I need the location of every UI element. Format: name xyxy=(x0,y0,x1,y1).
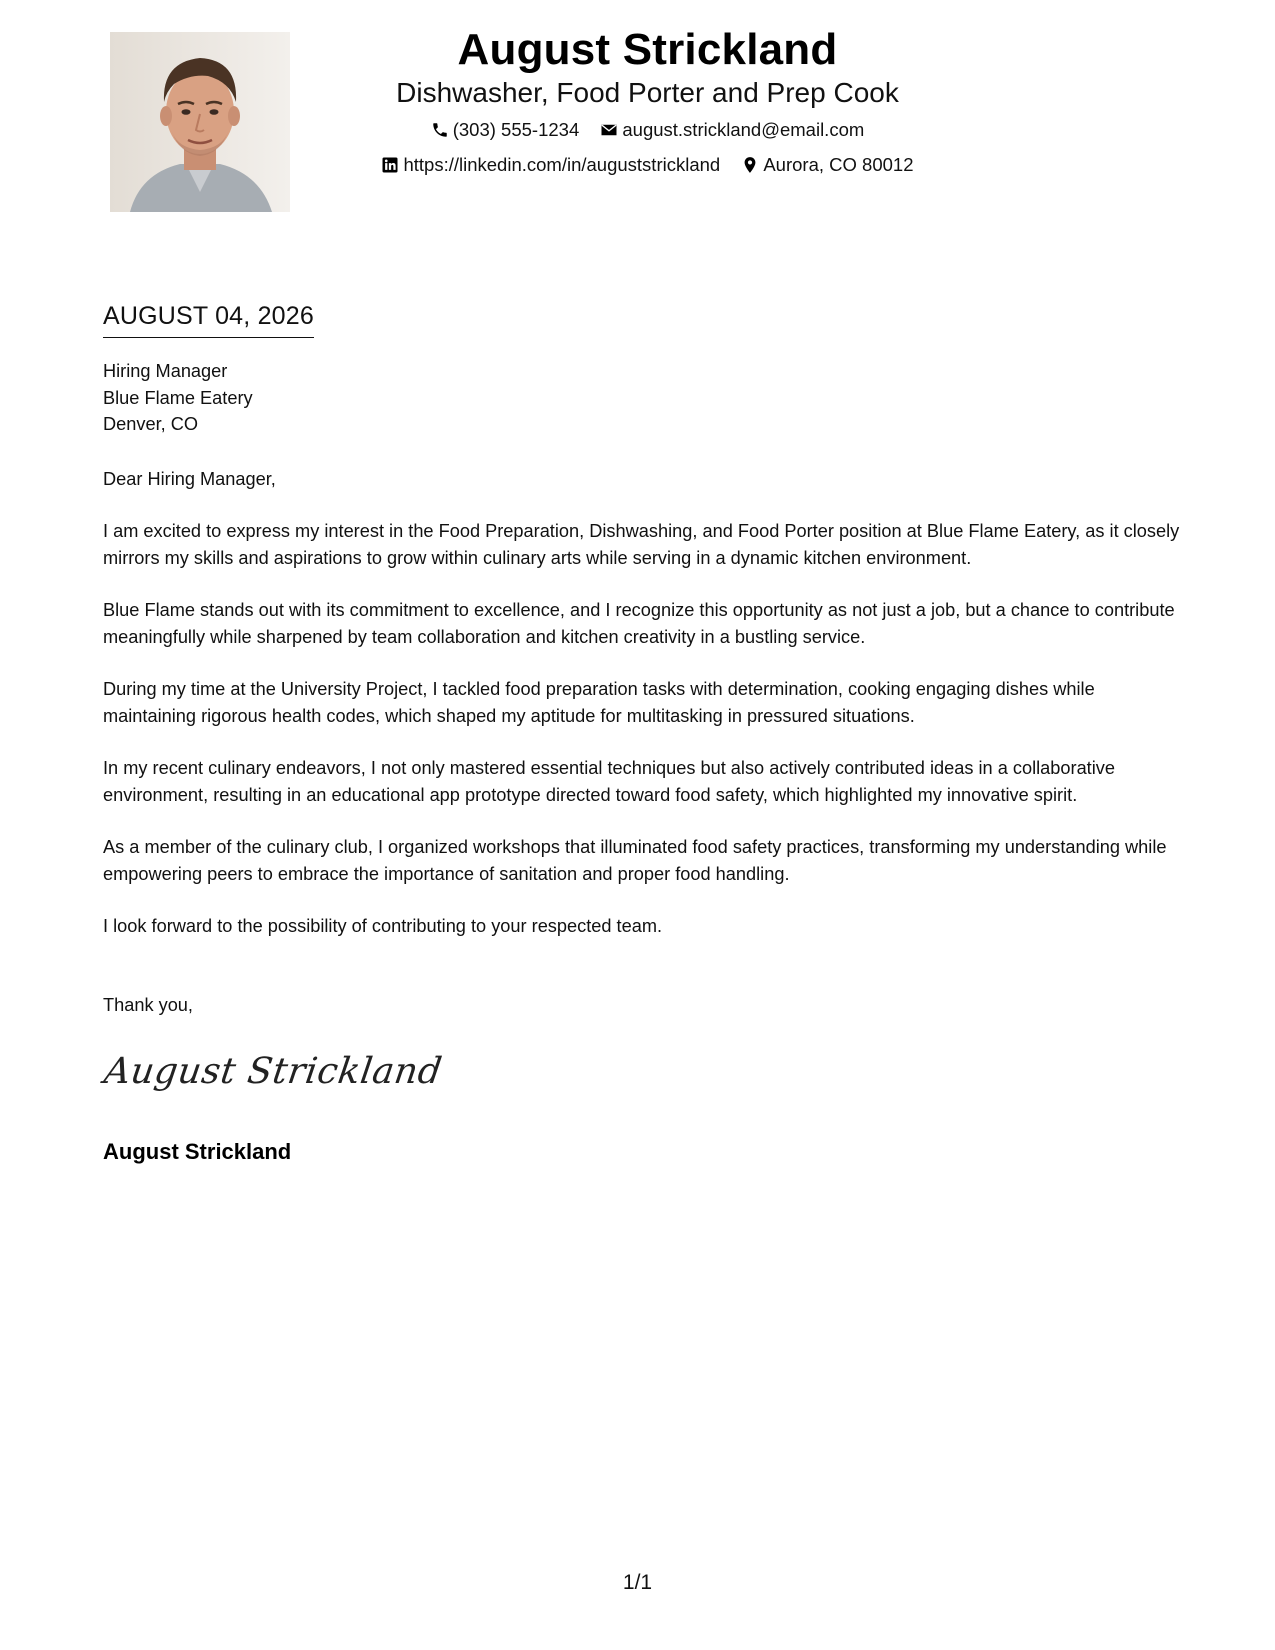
email-contact[interactable] xyxy=(600,118,864,142)
body-paragraph: I look forward to the possibility of contributing to your respected team. xyxy=(103,916,663,936)
envelope-icon xyxy=(600,121,618,139)
recipient-block xyxy=(103,358,1183,438)
profile-photo xyxy=(110,32,290,212)
map-pin-icon xyxy=(741,156,759,174)
body-paragraph: During my time at the University Project, I tackled food preparation tasks with determination, cooking engaging dishes while maintaining rigorous health codes, which shaped my aptitude for multitasking in pressured situations. xyxy=(103,679,1095,726)
body-paragraph: Blue Flame stands out with its commitment to excellence, and I recognize this opportunity as not just a job, but a chance to contribute meaningfully while sharpened by team collaboration and kitchen creativity in a bustling service. xyxy=(103,600,1175,647)
recipient-title: Hiring Manager xyxy=(103,361,228,381)
phone-icon xyxy=(431,121,449,139)
handwritten-signature: August Strickland xyxy=(101,1051,445,1092)
resume-header xyxy=(290,22,1005,180)
email-address[interactable]: august.strickland@email.com xyxy=(622,119,865,140)
signed-name: August Strickland xyxy=(103,1139,292,1164)
linkedin-url[interactable]: https://linkedin.com/in/auguststrickland xyxy=(403,154,721,175)
contact-row-primary xyxy=(290,118,1005,145)
applicant-name: August Strickland xyxy=(457,25,838,74)
salutation: Dear Hiring Manager, xyxy=(103,468,276,489)
linkedin-contact[interactable] xyxy=(381,153,720,177)
phone-contact xyxy=(431,118,580,142)
recipient-location: Denver, CO xyxy=(103,414,199,434)
portrait-image xyxy=(110,32,290,212)
location-contact xyxy=(741,153,913,177)
closing: Thank you, xyxy=(103,994,193,1015)
location-text: Aurora, CO 80012 xyxy=(763,154,914,175)
letter-date: AUGUST 04, 2026 xyxy=(103,300,314,338)
letter-body xyxy=(103,358,1183,1018)
job-title: Dishwasher, Food Porter and Prep Cook xyxy=(396,77,899,108)
contact-row-secondary xyxy=(290,153,1005,180)
body-paragraph: As a member of the culinary club, I organized workshops that illuminated food safety practices, transforming my understanding while empowering peers to embrace the importance of sanitation and proper food handling. xyxy=(103,837,1167,884)
body-paragraph: In my recent culinary endeavors, I not only mastered essential techniques but also actively contributed ideas in a collaborative environment, resulting in an educational app prototype directed toward food safety, which highlighted my innovative spirit. xyxy=(103,758,1115,805)
body-paragraph: I am excited to express my interest in the Food Preparation, Dishwashing, and Food Porter position at Blue Flame Eatery, as it closely mirrors my skills and aspirations to grow within culinary arts while serving in a dynamic kitchen environment. xyxy=(103,521,1180,568)
page-number: 1/1 xyxy=(622,1571,653,1594)
recipient-company: Blue Flame Eatery xyxy=(103,387,253,408)
phone-number: (303) 555-1234 xyxy=(452,119,580,140)
linkedin-icon xyxy=(381,156,399,174)
